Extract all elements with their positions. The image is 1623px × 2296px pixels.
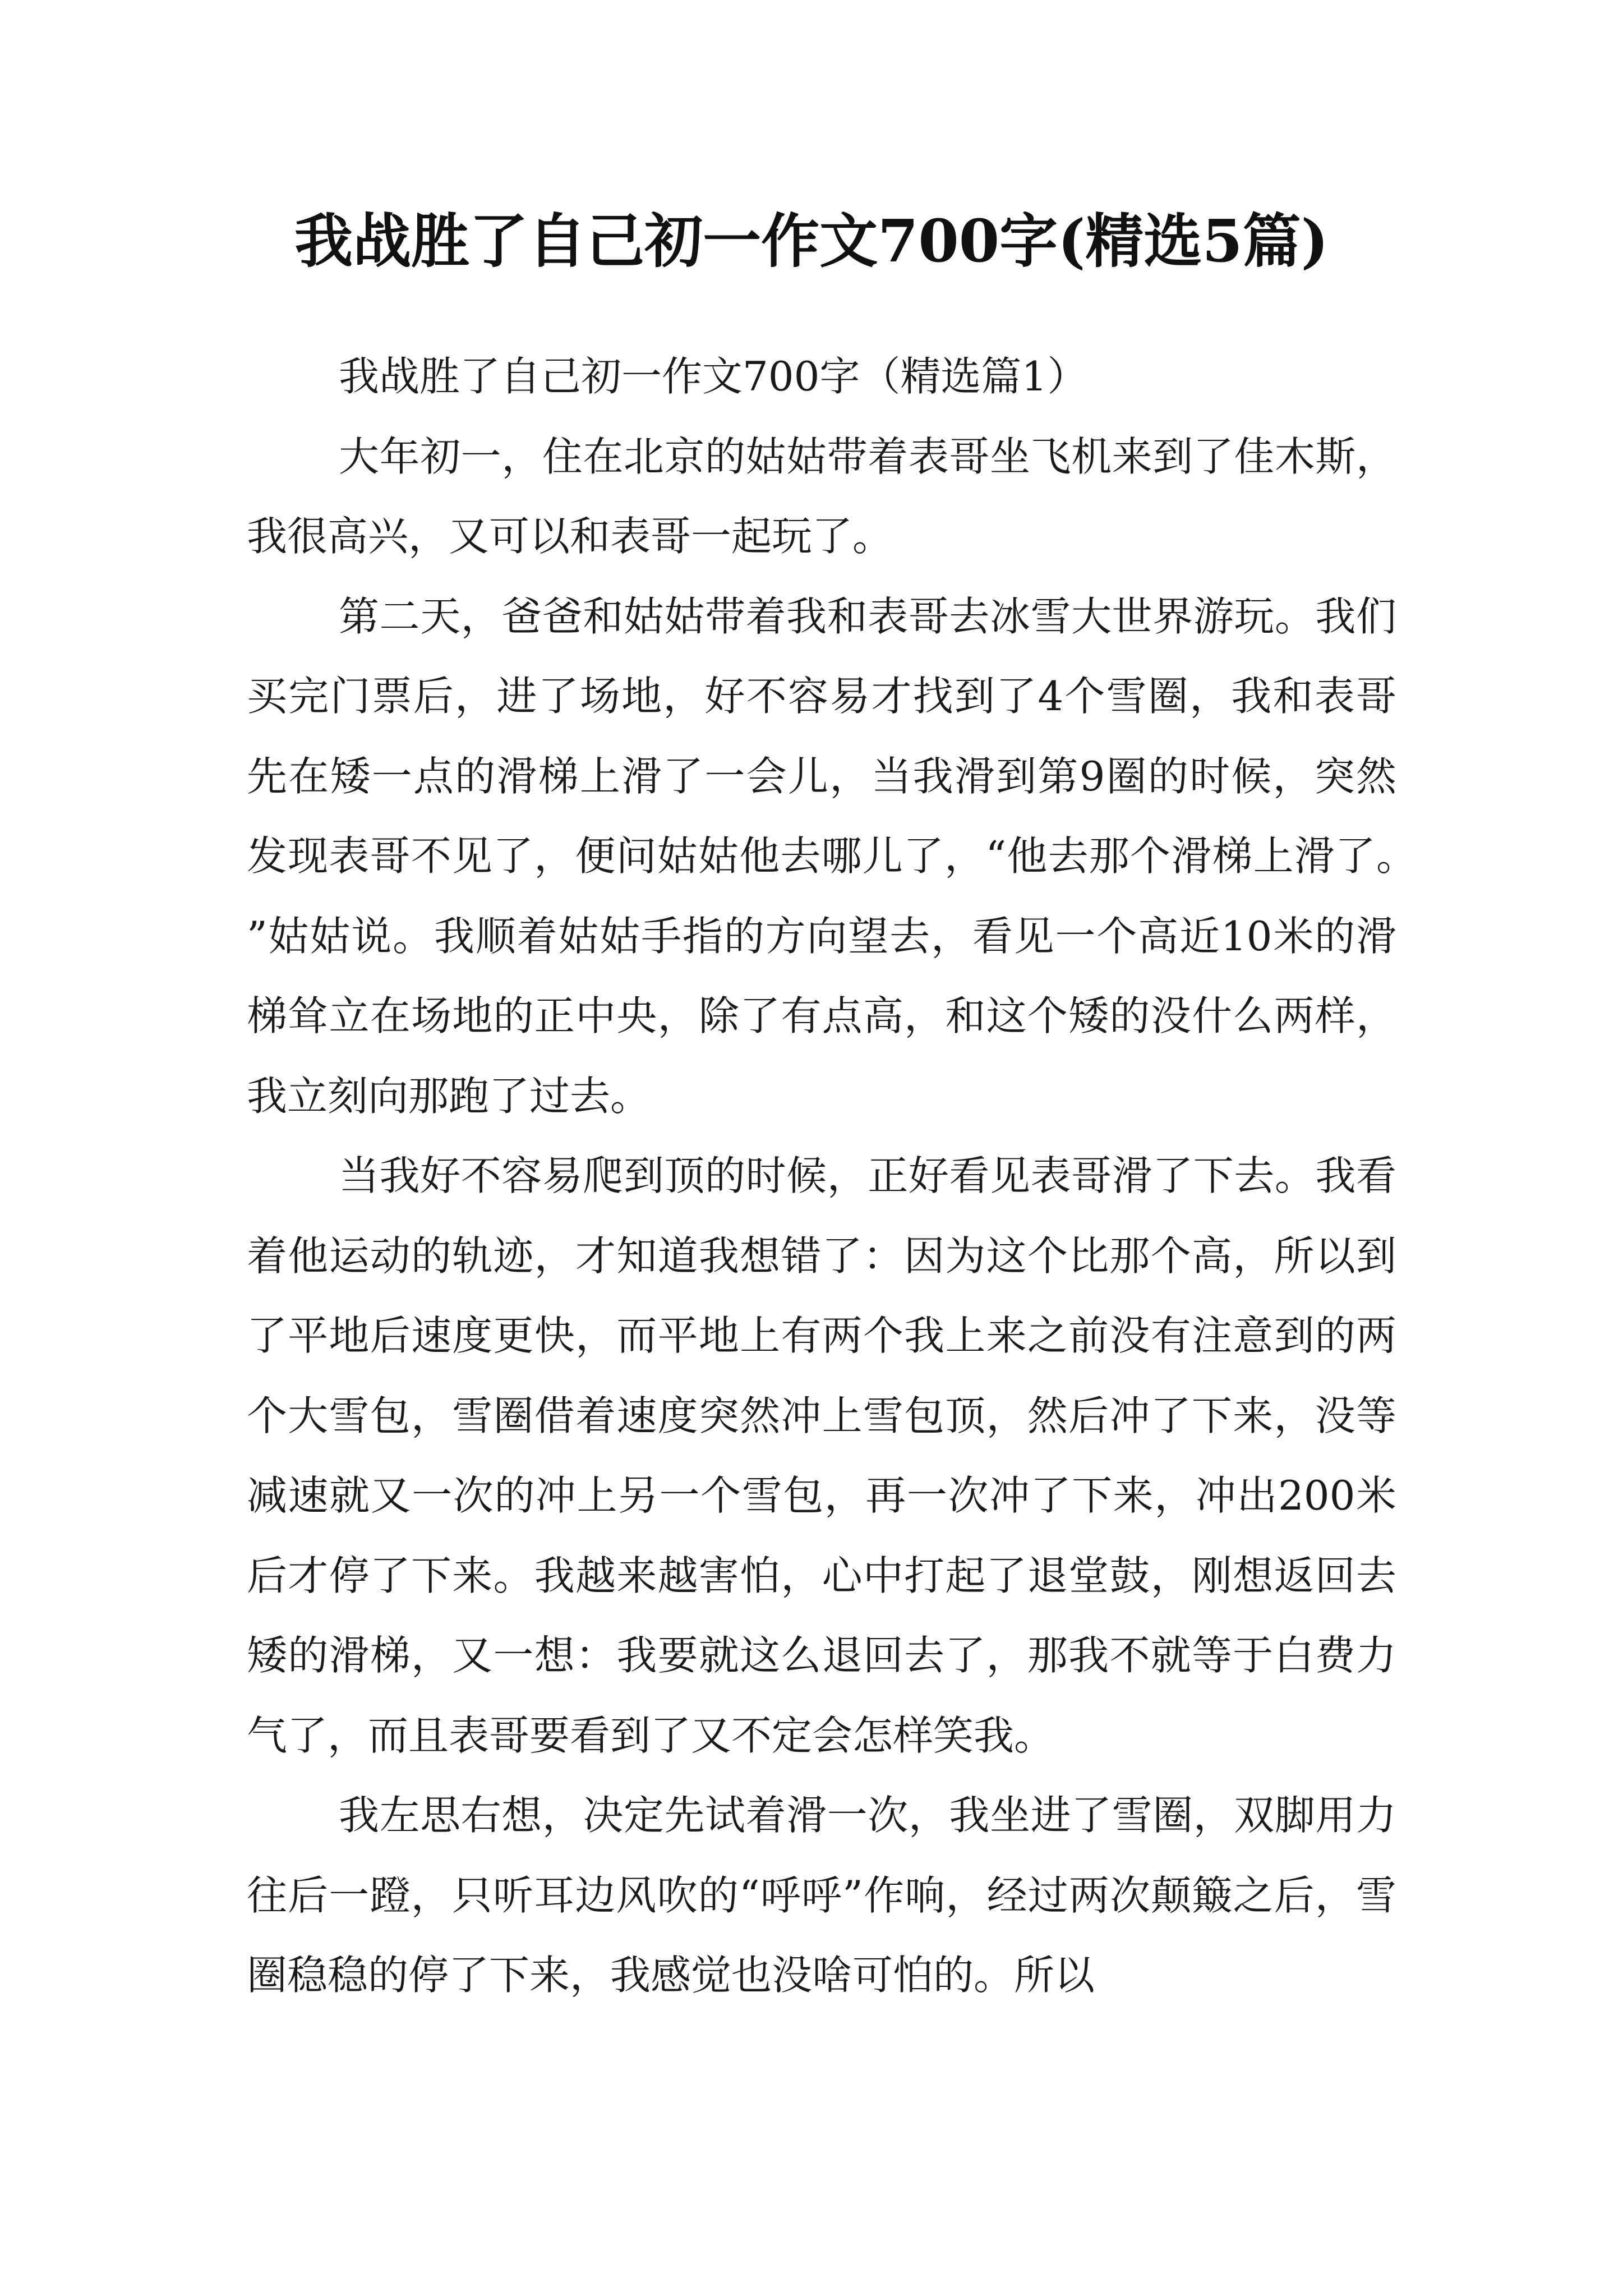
paragraph: 第二天，爸爸和姑姑带着我和表哥去冰雪大世界游玩。我们买完门票后，进了场地，好不容易才找到了4个雪圈，我和表哥先在矮一点的滑梯上滑了一会儿，当我滑到第9圈的时候，突然发现表哥不见了，便问姑姑他去哪儿了，“他去那个滑梯上滑了。”姑姑说。我顺着姑姑手指的方向望去，看见一个高近10米的滑梯耸立在场地的正中央，除了有点高，和这个矮的没什么两样，我立刻向那跑了过去。 xyxy=(247,592,1396,1120)
document-title: 我战胜了自己初一作文700字(精选5篇) xyxy=(294,206,1329,275)
document-body xyxy=(247,337,1396,2016)
paragraph: 我左思右想，决定先试着滑一次，我坐进了雪圈，双脚用力往后一蹬，只听耳边风吹的“呼呼”作响，经过两次颠簸之后，雪圈稳稳的停了下来，我感觉也没啥可怕的。所以 xyxy=(247,1792,1396,1999)
paragraph: 大年初一，住在北京的姑姑带着表哥坐飞机来到了佳木斯，我很高兴，又可以和表哥一起玩了。 xyxy=(247,432,1396,560)
section-heading: 我战胜了自己初一作文700字（精选篇1） xyxy=(339,353,1088,400)
paragraph: 当我好不容易爬到顶的时候，正好看见表哥滑了下去。我看着他运动的轨迹，才知道我想错了：因为这个比那个高，所以到了平地后速度更快，而平地上有两个我上来之前没有注意到的两个大雪包，雪圈借着速度突然冲上雪包顶，然后冲了下来，没等减速就又一次的冲上另一个雪包，再一次冲了下来，冲出200米后才停了下来。我越来越害怕，心中打起了退堂鼓，刚想返回去矮的滑梯，又一想：我要就这么退回去了，那我不就等于白费力气了，而且表哥要看到了又不定会怎样笑我。 xyxy=(247,1152,1396,1759)
